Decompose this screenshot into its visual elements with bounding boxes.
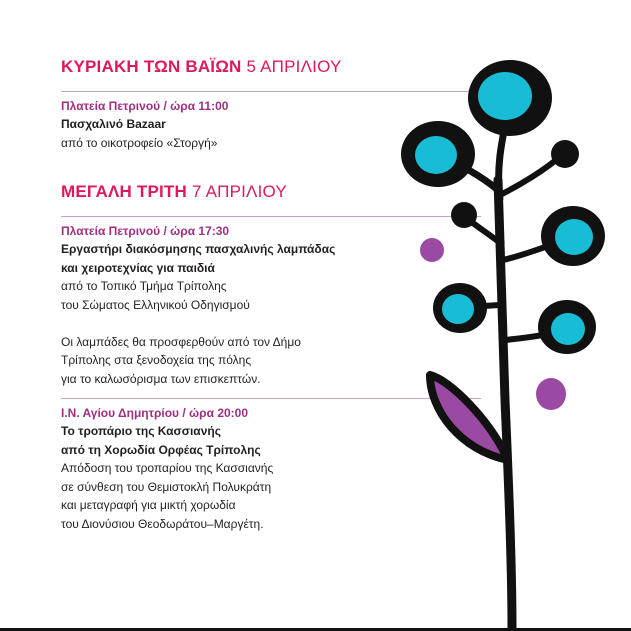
event-note: για το καλωσόρισμα των επισκεπτών.: [61, 371, 261, 386]
bud-cyan-center: [555, 219, 593, 255]
day-date: 5 ΑΠΡΙΛΙΟΥ: [246, 57, 342, 76]
day-title: ΚΥΡΙΑΚΗ ΤΩΝ ΒΑΪΩΝ: [61, 57, 242, 76]
event-location-time: Ι.Ν. Αγίου Δημητρίου / ώρα 20:00: [61, 406, 249, 420]
purple-leaf: [430, 375, 508, 460]
bud-cyan-center: [478, 72, 532, 120]
tree-branch: [500, 155, 562, 195]
event-location-time: Πλατεία Πετρινού / ώρα 11:00: [61, 99, 229, 113]
tree-trunk: [498, 180, 512, 630]
event-description: Απόδοση του τροπαρίου της Κασσιανής: [61, 461, 274, 475]
event-description: του Σώματος Ελληνικού Οδηγισμού: [61, 297, 250, 312]
day-title: ΜΕΓΑΛΗ ΤΡΙΤΗ: [61, 182, 187, 201]
bud-small: [451, 202, 477, 228]
event-title: και χειροτεχνίας για παιδιά: [61, 260, 215, 275]
day-heading-palm-sunday: [61, 57, 341, 77]
event-note: Τρίπολης στα ξενοδοχεία της πόλης: [61, 353, 252, 367]
tree-illustration: [390, 55, 625, 631]
event-title: Πασχαλινό Bazaar: [61, 117, 166, 131]
event-description: σε σύνθεση του Θεμιστοκλή Πολυκράτη: [61, 479, 272, 494]
event-title: Το τροπάριο της Κασσιανής: [61, 424, 221, 438]
purple-dot: [420, 238, 444, 262]
event-note: Οι λαμπάδες θα προσφερθούν από τον Δήμο: [61, 334, 301, 349]
event-title: από τη Χορωδία Ορφέας Τρίπολης: [61, 442, 261, 457]
bud-cyan-center: [551, 313, 585, 345]
event-description: και μεταγραφή για μικτή χορωδία: [61, 498, 236, 512]
day-heading-holy-tuesday: [61, 182, 287, 202]
day-date: 7 ΑΠΡΙΛΙΟΥ: [191, 182, 287, 201]
event-location-time: Πλατεία Πετρινού / ώρα 17:30: [61, 224, 230, 238]
event-description: του Διονύσιου Θεοδωράτου–Μαργέτη.: [61, 516, 264, 531]
bud-cyan-center: [442, 294, 474, 324]
event-description: από το οικοτροφείο «Στοργή»: [61, 135, 218, 150]
bud-small: [551, 140, 579, 168]
purple-dot: [536, 378, 566, 410]
bud-cyan-center: [415, 136, 457, 174]
event-title: Εργαστήρι διακόσμησης πασχαλινής λαμπάδας: [61, 242, 336, 256]
event-description: από το Τοπικό Τμήμα Τρίπολης: [61, 279, 227, 293]
